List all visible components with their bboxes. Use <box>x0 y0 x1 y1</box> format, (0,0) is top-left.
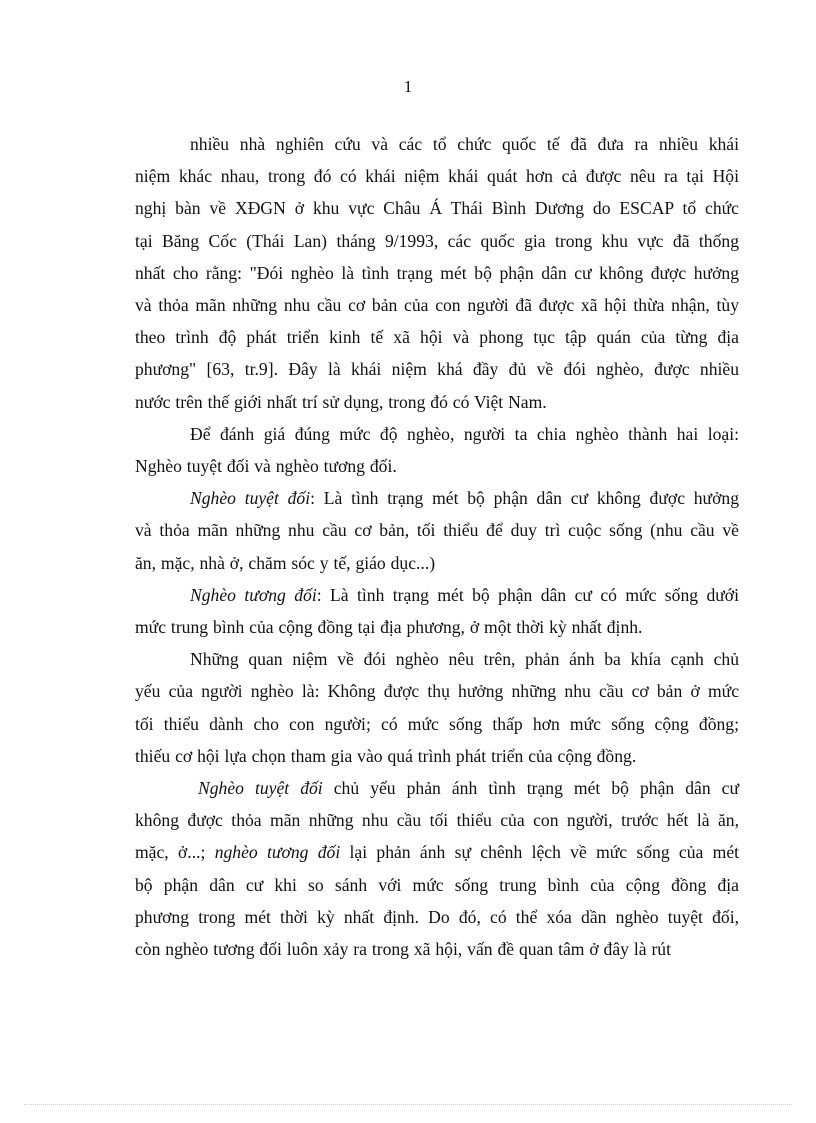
text-line: ăn, mặc, nhà ở, chăm sóc y tế, giáo dục...) <box>135 552 436 573</box>
term-relative-poverty: nghèo tương đối <box>214 842 341 863</box>
text-line: nhiều nhà nghiên cứu và các tổ chức quốc tế đã đưa ra nhiều khái <box>190 134 739 154</box>
text-fragment: : Là tình trạng mét bộ phận dân cư có mức sống dưới <box>316 584 739 605</box>
text-line: yếu của người nghèo là: Không được thụ hưởng những nhu cầu cơ bản ở mức <box>135 681 739 702</box>
text-fragment: lại phản ánh sự chênh lệch về mức sống của mét <box>340 842 740 863</box>
term-absolute-poverty: Nghèo tuyệt đối <box>190 488 311 509</box>
text-line: nước trên thế giới nhất trí sử dụng, trong đó có Việt Nam. <box>135 391 547 412</box>
term-absolute-poverty: Nghèo tuyệt đối <box>198 778 323 799</box>
text-line: theo trình độ phát triển kinh tế xã hội và phong tục tập quán của từng địa <box>135 327 739 348</box>
text-line: phương" [63, tr.9]. Đây là khái niệm khá đầy đủ về đói nghèo, được nhiều <box>135 359 739 380</box>
text-line: phương trong mét thời kỳ nhất định. Do đó, có thể xóa dần nghèo tuyệt đối, <box>135 906 739 927</box>
page-bottom-divider <box>24 1104 792 1105</box>
text-line: bộ phận dân cư khi so sánh với mức sống trung bình của cộng đồng địa <box>135 874 739 895</box>
term-relative-poverty: Nghèo tương đối <box>190 584 317 605</box>
text-fragment: chủ yếu phản ánh tình trạng mét bộ phận dân cư <box>322 778 740 799</box>
text-line: tại Băng Cốc (Thái Lan) tháng 9/1993, các quốc gia trong khu vực đã thống <box>135 230 739 251</box>
text-line <box>135 836 739 868</box>
text-line <box>135 482 739 514</box>
text-fragment: mặc, ở...; <box>135 842 215 863</box>
text-line: Để đánh giá đúng mức độ nghèo, người ta chia nghèo thành hai loại: <box>190 423 739 444</box>
paragraph-relative-poverty <box>135 579 739 643</box>
page-number: 1 <box>403 77 413 96</box>
text-line: niệm khác nhau, trong đó có khái niệm khái quát hơn cả được nêu ra tại Hội <box>135 166 739 187</box>
paragraph-poverty-comparison <box>135 772 739 965</box>
text-line: mức trung bình của cộng đồng tại địa phương, ở một thời kỳ nhất định. <box>135 617 643 638</box>
text-line <box>135 579 739 611</box>
text-line: thiếu cơ hội lựa chọn tham gia vào quá trình phát triển của cộng đồng. <box>135 745 637 766</box>
text-line: và thỏa mãn những nhu cầu cơ bản, tối thiểu để duy trì cuộc sống (nhu cầu về <box>135 520 739 541</box>
text-line: Những quan niệm về đói nghèo nêu trên, phản ánh ba khía cạnh chủ <box>190 649 739 670</box>
text-line: còn nghèo tương đối luôn xảy ra trong xã hội, vấn đề quan tâm ở đây là rút <box>135 939 671 960</box>
paragraph-poverty-aspects <box>135 643 739 772</box>
text-fragment: : Là tình trạng mét bộ phận dân cư không được hưởng <box>310 488 739 509</box>
text-line: nhất cho rằng: "Đói nghèo là tình trạng mét bộ phận dân cư không được hưởng <box>135 262 739 283</box>
text-line: không được thỏa mãn những nhu cầu tối thiểu của con người, trước hết là ăn, <box>135 810 739 831</box>
paragraph-poverty-definition <box>135 128 739 418</box>
body-text <box>135 128 739 965</box>
text-line: Nghèo tuyệt đối và nghèo tương đối. <box>135 456 397 477</box>
text-line: nghị bàn về XĐGN ở khu vực Châu Á Thái Bình Dương do ESCAP tổ chức <box>135 198 739 219</box>
text-line <box>135 772 739 804</box>
text-line: tối thiểu dành cho con người; có mức sống thấp hơn mức sống cộng đồng; <box>135 713 739 734</box>
paragraph-poverty-types <box>135 418 739 482</box>
paragraph-absolute-poverty <box>135 482 739 579</box>
text-line: và thỏa mãn những nhu cầu cơ bản của con người đã được xã hội thừa nhận, tùy <box>135 295 739 316</box>
